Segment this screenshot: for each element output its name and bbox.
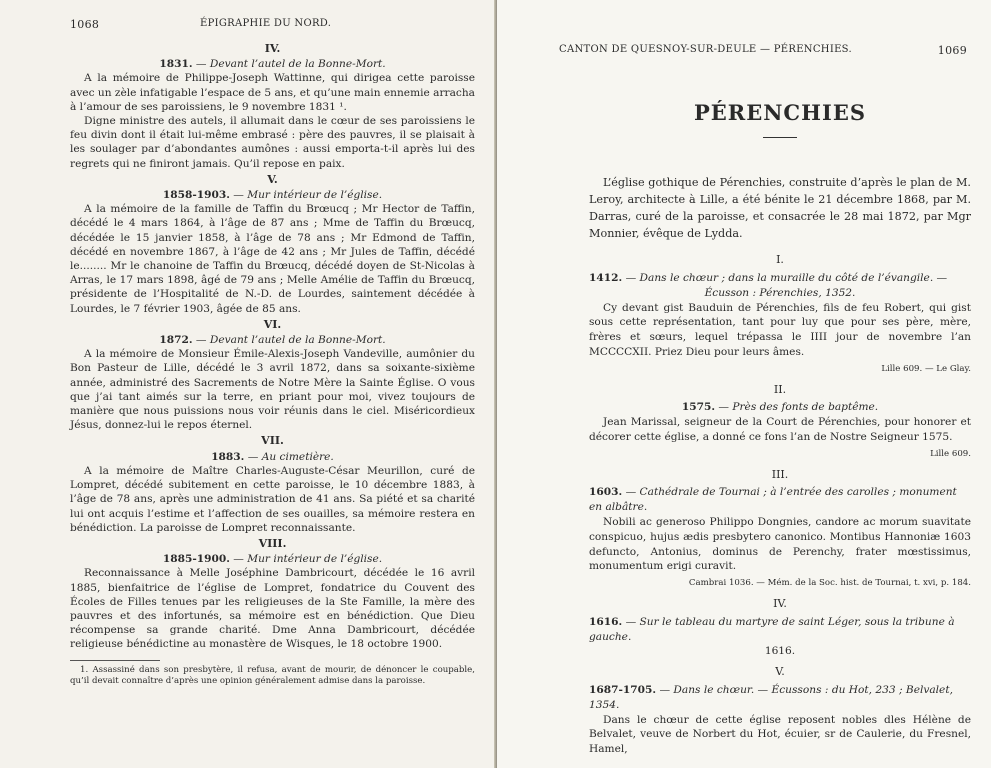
section-location: — Cathédrale de Tournai ; à l’entrée des carolles ; monument en albâtre.	[589, 486, 957, 514]
section-location: — Au cimetière.	[247, 450, 334, 463]
section-date: 1883.	[211, 450, 245, 463]
section-location: — Dans le chœur ; dans la muraille du côté de l’évangile. —	[625, 271, 948, 284]
section-paragraph: 1616.	[764, 645, 796, 658]
section-date: 1412.	[589, 271, 623, 284]
left-page-body	[70, 42, 475, 687]
section-title	[70, 188, 475, 202]
right-page-number: 1069	[937, 44, 967, 57]
chapter-intro: L’église gothique de Pérenchies, construite d’après le plan de M. Leroy, architecte à Lille, a été bénite le 21 décembre 1868, par M. Darras, curé de la paroisse, et consacrée le 28 mai 1872, par Mgr Monnier, évêque de Lydda.	[589, 176, 971, 240]
section-title	[70, 333, 475, 347]
section-location: — Mur intérieur de l’église.	[233, 553, 383, 566]
section-numeral: VII.	[261, 434, 284, 448]
section-date: 1831.	[159, 58, 193, 71]
section-location: — Mur intérieur de l’église.	[233, 189, 383, 202]
section-title	[589, 683, 971, 713]
section-paragraph: Nobili ac generoso Philippo Dongnies, candore ac morum suavitate conspicuo, hujus ædis presbytero canonico. Montibus Hannoniæ 1603 defuncto, Antonius, dominus de Perenchy, frater mœstissimus, monumentum erigi curavit.	[589, 515, 971, 573]
footnote-rule	[70, 660, 160, 661]
right-page-header	[559, 40, 971, 62]
section-numeral: I.	[776, 253, 784, 267]
inscription-section	[70, 537, 475, 652]
section-date: 1616.	[589, 615, 623, 628]
section-date: 1885-1900.	[162, 553, 230, 566]
inscription-section	[70, 173, 475, 316]
left-running-head: ÉPIGRAPHIE DU NORD.	[200, 18, 332, 29]
section-title	[589, 400, 971, 415]
section-numeral: II.	[773, 382, 787, 396]
inscription-section	[70, 434, 475, 534]
section-date: 1858-1903.	[162, 189, 230, 202]
right-page	[497, 0, 991, 768]
section-date: 1603.	[589, 486, 623, 499]
section-location: — Près des fonts de baptême.	[718, 401, 879, 414]
section-date: 1872.	[159, 334, 193, 347]
section-title	[589, 615, 971, 645]
section-location: — Dans le chœur. — Écussons : du Hot, 233 ; Belvalet, 1354.	[589, 683, 953, 711]
source-reference: Lille 609.	[930, 448, 971, 459]
footnote: 1. Assassiné dans son presbytère, il refusa, avant de mourir, de dénoncer le coupable, qu’il devait connaître d’après une opinion généralement admise dans la paroisse.	[70, 664, 475, 686]
section-date: 1575.	[681, 401, 716, 414]
section-paragraph: Digne ministre des autels, il allumait dans le cœur de ses paroissiens le feu divin dont il était lui-même embrasé : père des pauvres, il se plaisait à les soulager par d’abondantes aumônes : aussi emporta-t-il après lui des regrets qui ne finiront jamais. Qu’il repose en paix.	[70, 115, 475, 170]
source-reference: Lille 609. — Le Glay.	[881, 363, 971, 374]
section-numeral: IV.	[773, 596, 787, 610]
section-paragraph: A la mémoire de la famille de Taffin du Brœucq ; Mr Hector de Taffin, décédé le 4 mars 1864, à l’âge de 87 ans ; Mme de Taffin du Brœucq, décédée le 15 janvier 1858, à l’âge de 78 ans ; Mr Edmond de Taffin, décédé en novembre 1867, à l’âge de 42 ans ; Mr Jules de Taffin, décédé le........ Mr le chanoine de Taffin du Brœucq, décédé doyen de St-Nicolas à Arras, le 17 mars 1898, âgé de 79 ans ; Melle Amélie de Taffin du Brœucq, présidente de l’Hospitalité de N.-D. de Lourdes, saintement décédée à Lourdes, le 7 février 1903, âgée de 85 ans.	[70, 203, 475, 315]
section-paragraph: A la mémoire de Philippe-Joseph Wattinne, qui dirigea cette paroisse avec un zèle infatigable l’espace de 5 ans, et qu’une main ennemie arracha à l’amour de ses paroissiens, le 9 novembre 1831 ¹.	[70, 72, 475, 113]
section-location: — Devant l’autel de la Bonne-Mort.	[195, 58, 386, 71]
left-page-number: 1068	[70, 18, 100, 31]
right-running-head: CANTON DE QUESNOY-SUR-DEULE — PÉRENCHIES.	[559, 44, 852, 55]
section-escutcheon: Écusson : Pérenchies, 1352.	[704, 286, 856, 299]
section-title	[70, 57, 475, 71]
left-page-header	[70, 18, 475, 40]
section-location: — Devant l’autel de la Bonne-Mort.	[195, 334, 386, 347]
section-title	[589, 485, 971, 515]
section-paragraph: Dans le chœur de cette église reposent nobles dles Hélène de Belvalet, veuve de Norbert du Hot, écuier, sr de Caulerie, du Fresnel, Hamel,	[589, 713, 971, 756]
section-date: 1687-1705.	[589, 683, 657, 696]
section-numeral: VI.	[263, 317, 282, 331]
section-numeral: V.	[775, 665, 785, 679]
section-paragraph: Cy devant gist Bauduin de Pérenchies, fils de feu Robert, qui gist sous cette représentation, tant pour luy que pour ses père, mère, frères et sœurs, lequel trépassa le IIII jour de novembre l’an MCCCCXII. Priez Dieu pour leurs âmes.	[589, 301, 971, 358]
section-numeral: VIII.	[258, 536, 287, 550]
section-location: — Sur le tableau du martyre de saint Léger, sous la tribune à gauche.	[589, 615, 955, 643]
right-page-body	[589, 253, 971, 757]
section-numeral: IV.	[264, 42, 281, 55]
section-paragraph: Jean Marissal, seigneur de la Court de Pérenchies, pour honorer et décorer cette église, a donné ce fons l’an de Nostre Seigneur 1575.	[589, 416, 971, 443]
chapter-title: PÉRENCHIES	[693, 100, 866, 125]
section-numeral: V.	[267, 172, 278, 186]
inscription-section	[70, 42, 475, 171]
section-title	[70, 450, 475, 464]
section-paragraph: Reconnaissance à Melle Joséphine Dambricourt, décédée le 16 avril 1885, bienfaitrice de l’église de Lompret, fondatrice du Couvent des Écoles de Filles tenues par les religieuses de la Ste Famille, la mère des pauvres et des infortunés, sa mémoire est en bénédiction. Que Dieu récompense sa grande charité. Dme Anna Dambricourt, décédée religieuse bénédictine au monastère de Wisques, le 18 octobre 1900.	[70, 567, 475, 651]
section-paragraph: A la mémoire de Monsieur Émile-Alexis-Joseph Vandeville, aumônier du Bon Pasteur de Lille, décédé le 3 avril 1872, dans sa soixante-sixième année, administré des Sacrements de Notre Mère la Sainte Église. O vous que j’ai tant aimés sur la terre, en priant pour moi, vivez toujours de manière que nous puissions nous voir réunis dans le ciel. Miséricordieux Jésus, donnez-lui le repos éternel.	[70, 348, 475, 432]
section-title	[589, 271, 971, 286]
title-rule	[763, 137, 797, 138]
section-title	[70, 552, 475, 566]
section-paragraph: A la mémoire de Maître Charles-Auguste-César Meurillon, curé de Lompret, décédé subitement en cette paroisse, le 10 décembre 1883, à l’âge de 78 ans, après une administration de 41 ans. Sa piété et sa charité lui ont acquis l’estime et l’affection de ses ouailles, sa mémoire restera en bénédiction. La paroisse de Lompret reconnaissante.	[70, 464, 475, 534]
inscription-section	[70, 318, 475, 433]
section-numeral: III.	[771, 467, 789, 481]
source-reference: Cambrai 1036. — Mém. de la Soc. hist. de Tournai, t. xvi, p. 184.	[688, 578, 971, 589]
